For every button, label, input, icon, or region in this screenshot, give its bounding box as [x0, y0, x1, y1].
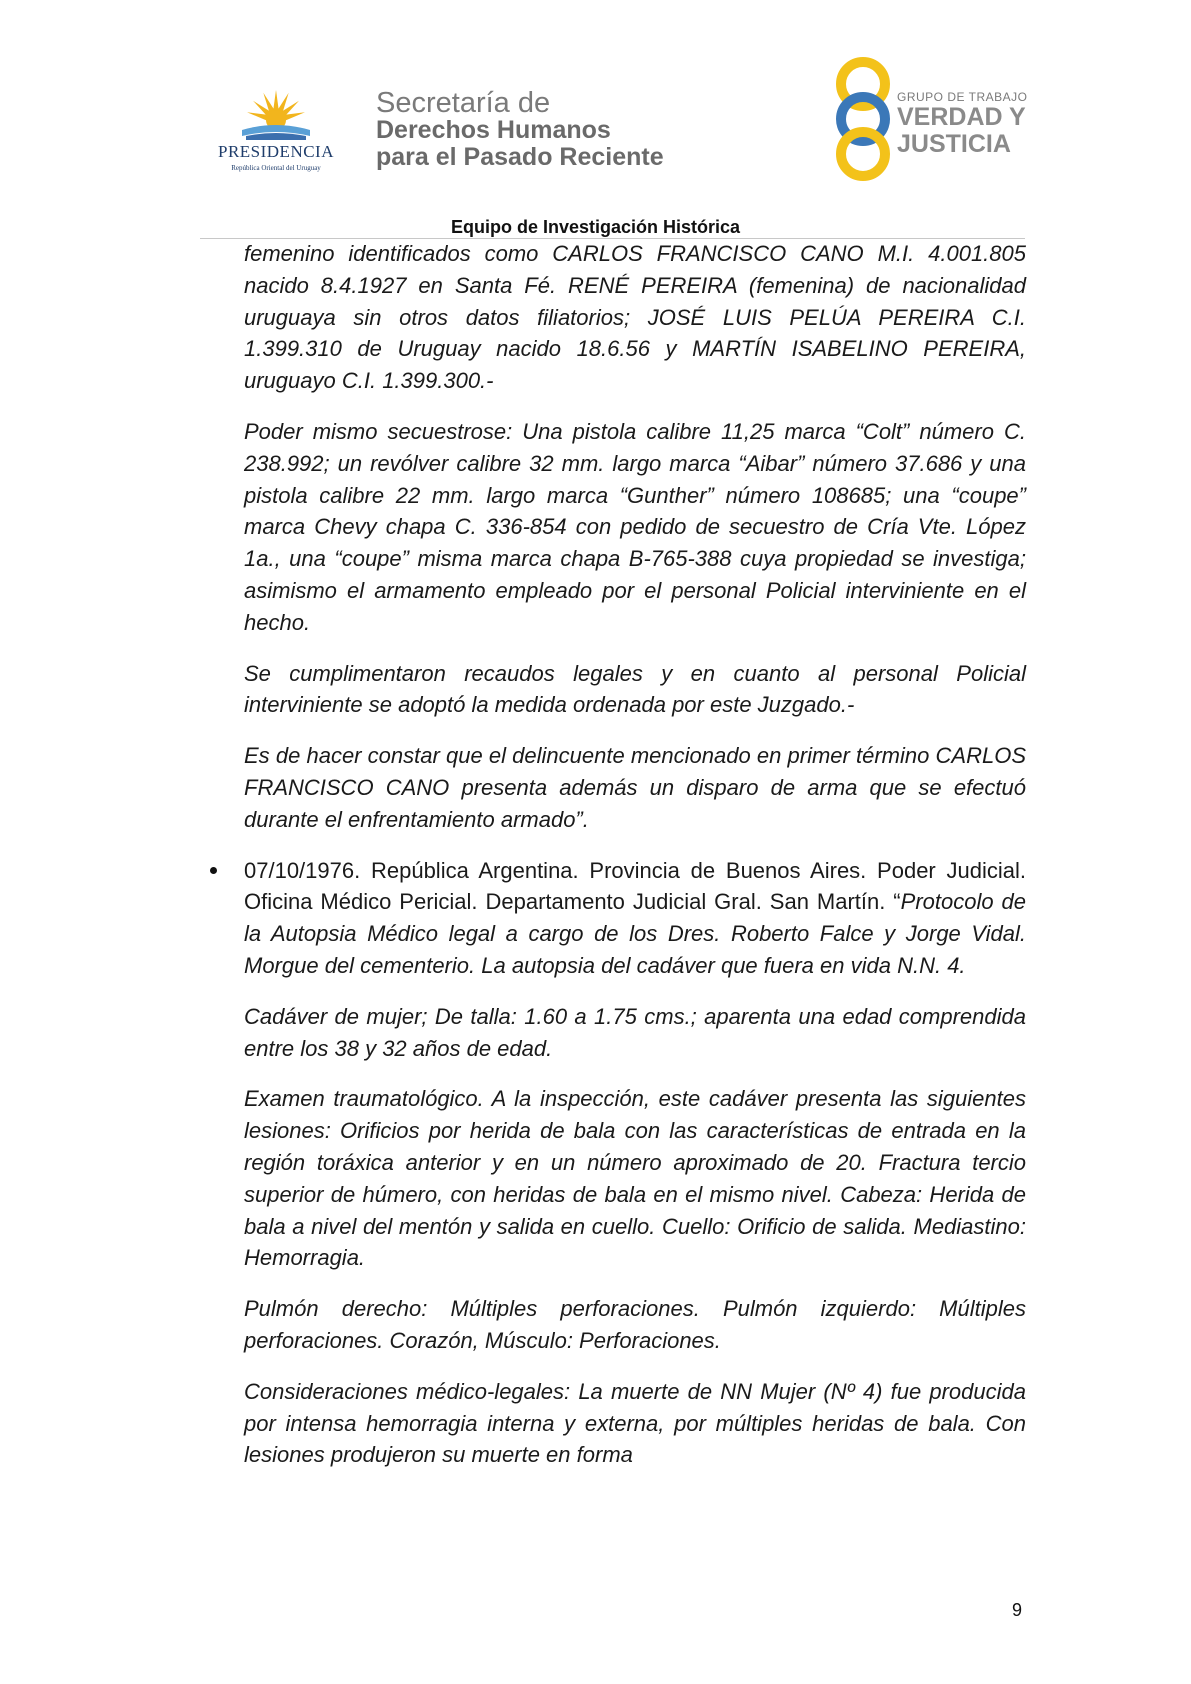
page-header: [0, 0, 1191, 237]
presidencia-subtitle: República Oriental del Uruguay: [231, 164, 321, 172]
paragraph-medico-legal: Consideraciones médico-legales: La muerte de NN Mujer (Nº 4) fue producida por intensa hemorragia interna y externa, por múltiples heridas de bala. Con lesiones produjeron su muerte en forma: [244, 1378, 1026, 1468]
paragraph-seized-items: Poder mismo secuestrose: Una pistola calibre 11,25 marca “Colt” número C. 238.992; un revólver calibre 32 mm. largo marca “Aibar” número 37.686 y una pistola calibre 22 mm. largo marca “Gunther” número 108685; una “coupe” marca Chevy chapa C. 336-854 con pedido de secuestro de Cría Vte. López 1a., una “coupe” misma marca chapa B-765-388 cuya propiedad se investiga; asimismo el armamento empleado por el personal Policial interviniente en el hecho.: [244, 418, 1026, 635]
paragraph-trauma-exam: Examen traumatológico. A la inspección, este cadáver presenta las siguientes lesiones: Orificios por herida de bala con las características de entrada en la región toráxica anterior y en un número aproximado de 20. Fractura tercio superior de húmero, con heridas de bala en el mismo nivel. Cabeza: Herida de bala a nivel del mentón y salida en cuello. Cuello: Orificio de salida. Mediastino: Hemorragia.: [244, 1086, 1026, 1271]
secretaria-line-3: para el Pasado Reciente: [376, 143, 664, 171]
gtvj-line-2: VERDAD Y: [897, 103, 1026, 131]
paragraph-detainees: femenino identificados como CARLOS FRANCISCO CANO M.I. 4.001.805 nacido 8.4.1927 en Santa Fé. RENÉ PEREIRA (femenina) de nacionalidad uruguaya sin otros datos filiatorios; JOSÉ LUIS PELÚA PEREIRA C.I. 1.399.310 de Uruguay nacido 18.6.56 y MARTÍN ISABELINO PEREIRA, uruguayo C.I. 1.399.300.-: [244, 241, 1026, 394]
document-body: [244, 238, 1026, 1490]
bullet-item-autopsy: [244, 855, 1026, 982]
bullet-paragraph: [244, 855, 1026, 982]
paragraph-note-cano: Es de hacer constar que el delincuente mencionado en primer término CARLOS FRANCISCO CANO presenta además un disparo de arma que se efectuó durante el enfrentamiento armado”.: [244, 743, 1026, 832]
page-number: 9: [1012, 1600, 1023, 1620]
presidencia-logo: [196, 80, 356, 180]
secretaria-line-1: Secretaría de: [376, 87, 551, 119]
paragraph-lungs-heart: Pulmón derecho: Múltiples perforaciones. Pulmón izquierdo: Múltiples perforaciones. Corazón, Músculo: Perforaciones.: [244, 1296, 1026, 1353]
secretaria-wordmark: [376, 87, 664, 171]
gtvj-line-1: GRUPO DE TRABAJO: [897, 90, 1028, 104]
gtvj-wordmark: [897, 90, 1027, 158]
secretaria-line-2: Derechos Humanos: [376, 116, 611, 144]
uruguay-sun-icon: [234, 80, 318, 140]
interlocked-rings-icon: [818, 56, 908, 182]
bullet-icon: [210, 867, 217, 874]
paragraph-legal-procedures: Se cumplimentaron recaudos legales y en cuanto al personal Policial interviniente se adoptó la medida ordenada por este Juzgado.-: [244, 660, 1026, 718]
presidencia-name: PRESIDENCIA: [217, 142, 334, 161]
bullet-text-italic: Protocolo de la Autopsia Médico legal a cargo de los Dres. Roberto Falce y Jorge Vidal. Morgue del cementerio. La autopsia del cadáver que fuera en vida N.N. 4.: [244, 889, 1027, 978]
section-title: Equipo de Investigación Histórica: [450, 217, 741, 237]
bullet-text-plain: 07/10/1976. República Argentina. Provincia de Buenos Aires. Poder Judicial. Oficina Médico Pericial. Departamento Judicial Gral. San Martín. “: [244, 857, 1026, 915]
gtvj-line-3: JUSTICIA: [897, 130, 1011, 158]
paragraph-body-description: Cadáver de mujer; De talla: 1.60 a 1.75 cms.; aparenta una edad comprendida entre los 38 y 32 años de edad.: [244, 1003, 1026, 1061]
